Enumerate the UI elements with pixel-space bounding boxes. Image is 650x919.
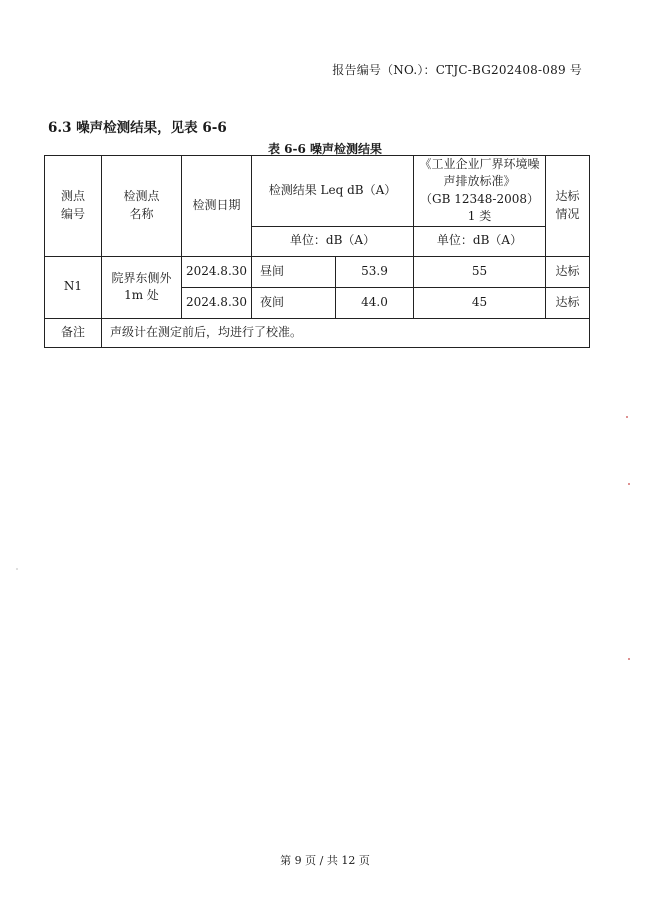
value-cell: 44.0 <box>336 287 414 318</box>
note-row <box>45 318 590 347</box>
header-result: 检测结果 Leq dB（A） <box>252 156 414 227</box>
table-header-row <box>45 156 590 227</box>
date-cell: 2024.8.30 <box>182 256 252 287</box>
page-footer: 第 9 页 / 共 12 页 <box>280 854 370 867</box>
scan-speck <box>628 658 630 660</box>
status-cell: 达标 <box>546 256 590 287</box>
report-number: 报告编号（NO.）：CTJC-BG202408-089 号 <box>332 63 582 77</box>
section-title: 6.3 噪声检测结果，见表 6-6 <box>48 120 227 136</box>
noise-results-table <box>44 155 590 348</box>
header-date: 检测日期 <box>182 156 252 257</box>
note-label: 备注 <box>45 318 102 347</box>
point-name-cell: 院界东侧外 1m 处 <box>102 256 182 318</box>
limit-cell: 55 <box>414 256 546 287</box>
header-point-name: 检测点 名称 <box>102 156 182 257</box>
table-caption: 表 6-6 噪声检测结果 <box>267 142 383 156</box>
period-cell: 夜间 <box>252 287 336 318</box>
scan-speck <box>626 416 628 418</box>
value-cell: 53.9 <box>336 256 414 287</box>
point-id-cell: N1 <box>45 256 102 318</box>
table-row <box>45 256 590 287</box>
status-cell: 达标 <box>546 287 590 318</box>
period-cell: 昼间 <box>252 256 336 287</box>
note-text: 声级计在测定前后，均进行了校准。 <box>102 318 590 347</box>
limit-cell: 45 <box>414 287 546 318</box>
header-point-id: 测点 编号 <box>45 156 102 257</box>
header-status: 达标 情况 <box>546 156 590 257</box>
header-standard: 《工业企业厂界环境噪 声排放标准》 （GB 12348-2008）1 类 <box>414 156 546 227</box>
scan-speck <box>16 568 18 570</box>
unit-standard: 单位：dB（A） <box>414 226 546 256</box>
unit-result: 单位：dB（A） <box>252 226 414 256</box>
date-cell: 2024.8.30 <box>182 287 252 318</box>
scan-speck <box>628 483 630 485</box>
